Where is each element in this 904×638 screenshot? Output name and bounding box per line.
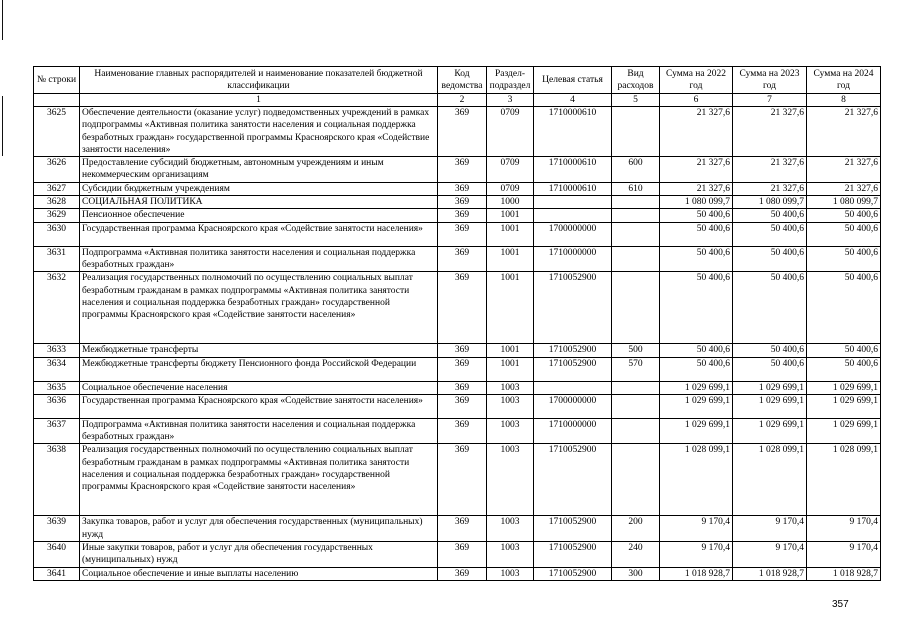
row-name: Реализация государственных полномочий по осуществлению социальных выплат безработным гражданам в рамках подпрограммы «Активная политика занятости населения и социальная поддержка безработных граждан» государственной программы Красноярского края «Содействие занятости населения» bbox=[80, 272, 438, 344]
column-number: 8 bbox=[807, 94, 881, 107]
row-name: Социальное обеспечение населения bbox=[80, 381, 438, 394]
department-code: 369 bbox=[438, 444, 487, 516]
table-row bbox=[34, 196, 881, 209]
sum-2023: 9 170,4 bbox=[733, 542, 807, 568]
row-number: 3632 bbox=[34, 272, 80, 344]
header-sum-2023: Сумма на 2023 год bbox=[733, 67, 807, 94]
department-code: 369 bbox=[438, 196, 487, 209]
row-name: Предоставление субсидий бюджетным, автономным учреждениям и иным некоммерческим организациям bbox=[80, 157, 438, 183]
row-name: Пенсионное обеспечение bbox=[80, 209, 438, 222]
sum-2024: 1 029 699,1 bbox=[807, 381, 881, 394]
section-code: 1003 bbox=[487, 394, 534, 418]
table-row bbox=[34, 357, 881, 381]
column-number: 2 bbox=[438, 94, 487, 107]
sum-2024: 50 400,6 bbox=[807, 246, 881, 272]
sum-2022: 21 327,6 bbox=[660, 182, 733, 195]
sum-2023: 21 327,6 bbox=[733, 107, 807, 157]
scan-edge-line bbox=[2, 96, 3, 156]
sum-2022: 9 170,4 bbox=[660, 516, 733, 542]
expense-type: 500 bbox=[612, 344, 660, 357]
budget-table bbox=[33, 66, 881, 581]
target-article: 1710052900 bbox=[534, 272, 612, 344]
sum-2023: 50 400,6 bbox=[733, 209, 807, 222]
expense-type bbox=[612, 246, 660, 272]
expense-type bbox=[612, 222, 660, 246]
column-number: 3 bbox=[487, 94, 534, 107]
sum-2022: 50 400,6 bbox=[660, 344, 733, 357]
expense-type bbox=[612, 209, 660, 222]
expense-type: 610 bbox=[612, 182, 660, 195]
column-number bbox=[34, 94, 80, 107]
target-article: 1710052900 bbox=[534, 567, 612, 580]
row-name: Подпрограмма «Активная политика занятости населения и социальная поддержка безработных граждан» bbox=[80, 246, 438, 272]
target-article: 1710052900 bbox=[534, 516, 612, 542]
row-name: Закупка товаров, работ и услуг для обеспечения государственных (муниципальных) нужд bbox=[80, 516, 438, 542]
table-body bbox=[34, 107, 881, 581]
row-name: Межбюджетные трансферты бюджету Пенсионного фонда Российской Федерации bbox=[80, 357, 438, 381]
section-code: 1003 bbox=[487, 444, 534, 516]
row-number: 3630 bbox=[34, 222, 80, 246]
target-article: 1700000000 bbox=[534, 222, 612, 246]
section-code: 1003 bbox=[487, 542, 534, 568]
sum-2024: 9 170,4 bbox=[807, 516, 881, 542]
sum-2022: 1 029 699,1 bbox=[660, 381, 733, 394]
expense-type: 300 bbox=[612, 567, 660, 580]
sum-2022: 50 400,6 bbox=[660, 222, 733, 246]
header-expense-type: Вид расходов bbox=[612, 67, 660, 94]
row-number: 3640 bbox=[34, 542, 80, 568]
department-code: 369 bbox=[438, 357, 487, 381]
sum-2022: 21 327,6 bbox=[660, 107, 733, 157]
sum-2022: 1 029 699,1 bbox=[660, 394, 733, 418]
department-code: 369 bbox=[438, 418, 487, 444]
table-row bbox=[34, 444, 881, 516]
department-code: 369 bbox=[438, 567, 487, 580]
department-code: 369 bbox=[438, 381, 487, 394]
sum-2022: 50 400,6 bbox=[660, 357, 733, 381]
department-code: 369 bbox=[438, 246, 487, 272]
scan-edge-line bbox=[2, 0, 3, 40]
row-number: 3639 bbox=[34, 516, 80, 542]
table-row bbox=[34, 222, 881, 246]
row-name: Субсидии бюджетным учреждениям bbox=[80, 182, 438, 195]
row-number: 3627 bbox=[34, 182, 80, 195]
expense-type bbox=[612, 381, 660, 394]
expense-type bbox=[612, 444, 660, 516]
target-article: 1710000610 bbox=[534, 182, 612, 195]
section-code: 1001 bbox=[487, 209, 534, 222]
row-number: 3631 bbox=[34, 246, 80, 272]
table-row bbox=[34, 418, 881, 444]
row-name: Реализация государственных полномочий по осуществлению социальных выплат безработным гражданам в рамках подпрограммы «Активная политика занятости населения и социальная поддержка безработных граждан» государственной программы Красноярского края «Содействие занятости населения» bbox=[80, 444, 438, 516]
expense-type bbox=[612, 272, 660, 344]
table-row bbox=[34, 272, 881, 344]
sum-2023: 1 028 099,1 bbox=[733, 444, 807, 516]
department-code: 369 bbox=[438, 182, 487, 195]
row-number: 3636 bbox=[34, 394, 80, 418]
expense-type bbox=[612, 394, 660, 418]
target-article: 1710052900 bbox=[534, 357, 612, 381]
sum-2024: 50 400,6 bbox=[807, 344, 881, 357]
section-code: 1001 bbox=[487, 344, 534, 357]
header-department-code: Код ведомства bbox=[438, 67, 487, 94]
section-code: 1003 bbox=[487, 567, 534, 580]
section-code: 1003 bbox=[487, 418, 534, 444]
section-code: 1000 bbox=[487, 196, 534, 209]
row-name: СОЦИАЛЬНАЯ ПОЛИТИКА bbox=[80, 196, 438, 209]
table-row bbox=[34, 394, 881, 418]
sum-2024: 1 028 099,1 bbox=[807, 444, 881, 516]
sum-2022: 50 400,6 bbox=[660, 246, 733, 272]
row-number: 3634 bbox=[34, 357, 80, 381]
expense-type bbox=[612, 107, 660, 157]
row-number: 3633 bbox=[34, 344, 80, 357]
target-article: 1710000000 bbox=[534, 246, 612, 272]
row-name: Межбюджетные трансферты bbox=[80, 344, 438, 357]
expense-type: 200 bbox=[612, 516, 660, 542]
column-number-row bbox=[34, 94, 881, 107]
header-row bbox=[34, 67, 881, 94]
row-number: 3628 bbox=[34, 196, 80, 209]
sum-2023: 50 400,6 bbox=[733, 272, 807, 344]
sum-2022: 1 029 699,1 bbox=[660, 418, 733, 444]
row-number: 3637 bbox=[34, 418, 80, 444]
sum-2022: 50 400,6 bbox=[660, 209, 733, 222]
column-number: 5 bbox=[612, 94, 660, 107]
department-code: 369 bbox=[438, 344, 487, 357]
column-number: 4 bbox=[534, 94, 612, 107]
target-article: 1710000610 bbox=[534, 157, 612, 183]
sum-2023: 21 327,6 bbox=[733, 182, 807, 195]
row-name: Иные закупки товаров, работ и услуг для обеспечения государственных (муниципальных) нужд bbox=[80, 542, 438, 568]
table-row bbox=[34, 182, 881, 195]
table-row bbox=[34, 157, 881, 183]
page-number: 357 bbox=[832, 599, 849, 610]
expense-type bbox=[612, 418, 660, 444]
expense-type bbox=[612, 196, 660, 209]
target-article bbox=[534, 196, 612, 209]
table-row bbox=[34, 209, 881, 222]
target-article: 1710000000 bbox=[534, 418, 612, 444]
sum-2024: 50 400,6 bbox=[807, 357, 881, 381]
row-number: 3626 bbox=[34, 157, 80, 183]
expense-type: 600 bbox=[612, 157, 660, 183]
target-article: 1710052900 bbox=[534, 344, 612, 357]
target-article: 1710000610 bbox=[534, 107, 612, 157]
table-row bbox=[34, 344, 881, 357]
header-sum-2022: Сумма на 2022 год bbox=[660, 67, 733, 94]
target-article: 1710052900 bbox=[534, 542, 612, 568]
sum-2024: 1 080 099,7 bbox=[807, 196, 881, 209]
department-code: 369 bbox=[438, 107, 487, 157]
sum-2023: 21 327,6 bbox=[733, 157, 807, 183]
section-code: 0709 bbox=[487, 107, 534, 157]
sum-2024: 21 327,6 bbox=[807, 182, 881, 195]
department-code: 369 bbox=[438, 209, 487, 222]
sum-2024: 1 029 699,1 bbox=[807, 418, 881, 444]
sum-2023: 50 400,6 bbox=[733, 246, 807, 272]
target-article: 1710052900 bbox=[534, 444, 612, 516]
sum-2024: 50 400,6 bbox=[807, 272, 881, 344]
header-name: Наименование главных распорядителей и наименование показателей бюджетной классификации bbox=[80, 67, 438, 94]
section-code: 0709 bbox=[487, 157, 534, 183]
table-row bbox=[34, 567, 881, 580]
sum-2022: 9 170,4 bbox=[660, 542, 733, 568]
sum-2024: 9 170,4 bbox=[807, 542, 881, 568]
section-code: 1001 bbox=[487, 272, 534, 344]
sum-2023: 1 029 699,1 bbox=[733, 418, 807, 444]
column-number: 7 bbox=[733, 94, 807, 107]
column-number: 6 bbox=[660, 94, 733, 107]
department-code: 369 bbox=[438, 272, 487, 344]
sum-2022: 21 327,6 bbox=[660, 157, 733, 183]
section-code: 1001 bbox=[487, 246, 534, 272]
header-row-number: № строки bbox=[34, 67, 80, 94]
sum-2024: 50 400,6 bbox=[807, 222, 881, 246]
sum-2023: 1 080 099,7 bbox=[733, 196, 807, 209]
row-name: Государственная программа Красноярского края «Содействие занятости населения» bbox=[80, 222, 438, 246]
row-number: 3641 bbox=[34, 567, 80, 580]
sum-2023: 50 400,6 bbox=[733, 344, 807, 357]
sum-2022: 50 400,6 bbox=[660, 272, 733, 344]
sum-2022: 1 028 099,1 bbox=[660, 444, 733, 516]
expense-type: 240 bbox=[612, 542, 660, 568]
sum-2023: 1 018 928,7 bbox=[733, 567, 807, 580]
sum-2024: 21 327,6 bbox=[807, 107, 881, 157]
sum-2024: 1 018 928,7 bbox=[807, 567, 881, 580]
row-name: Обеспечение деятельности (оказание услуг) подведомственных учреждений в рамках подпрограммы «Активная политика занятости населения и социальная поддержка безработных граждан» государственной программы Красноярского края «Содействие занятости населения» bbox=[80, 107, 438, 157]
sum-2023: 1 029 699,1 bbox=[733, 394, 807, 418]
department-code: 369 bbox=[438, 157, 487, 183]
header-sum-2024: Сумма на 2024 год bbox=[807, 67, 881, 94]
row-number: 3635 bbox=[34, 381, 80, 394]
expense-type: 570 bbox=[612, 357, 660, 381]
sum-2023: 50 400,6 bbox=[733, 357, 807, 381]
header-target-article: Целевая статья bbox=[534, 67, 612, 94]
header-section: Раздел-подраздел bbox=[487, 67, 534, 94]
table-row bbox=[34, 246, 881, 272]
target-article: 1700000000 bbox=[534, 394, 612, 418]
sum-2023: 50 400,6 bbox=[733, 222, 807, 246]
sum-2024: 21 327,6 bbox=[807, 157, 881, 183]
section-code: 1001 bbox=[487, 357, 534, 381]
table-row bbox=[34, 542, 881, 568]
sum-2024: 1 029 699,1 bbox=[807, 394, 881, 418]
row-number: 3629 bbox=[34, 209, 80, 222]
department-code: 369 bbox=[438, 394, 487, 418]
section-code: 1001 bbox=[487, 222, 534, 246]
target-article bbox=[534, 381, 612, 394]
section-code: 1003 bbox=[487, 516, 534, 542]
section-code: 0709 bbox=[487, 182, 534, 195]
row-number: 3638 bbox=[34, 444, 80, 516]
department-code: 369 bbox=[438, 542, 487, 568]
table-row bbox=[34, 381, 881, 394]
row-name: Социальное обеспечение и иные выплаты населению bbox=[80, 567, 438, 580]
table-row bbox=[34, 516, 881, 542]
target-article bbox=[534, 209, 612, 222]
row-name: Государственная программа Красноярского края «Содействие занятости населения» bbox=[80, 394, 438, 418]
column-number: 1 bbox=[80, 94, 438, 107]
table-row bbox=[34, 107, 881, 157]
row-name: Подпрограмма «Активная политика занятости населения и социальная поддержка безработных граждан» bbox=[80, 418, 438, 444]
row-number: 3625 bbox=[34, 107, 80, 157]
sum-2022: 1 080 099,7 bbox=[660, 196, 733, 209]
sum-2022: 1 018 928,7 bbox=[660, 567, 733, 580]
department-code: 369 bbox=[438, 222, 487, 246]
section-code: 1003 bbox=[487, 381, 534, 394]
sum-2023: 9 170,4 bbox=[733, 516, 807, 542]
department-code: 369 bbox=[438, 516, 487, 542]
sum-2023: 1 029 699,1 bbox=[733, 381, 807, 394]
sum-2024: 50 400,6 bbox=[807, 209, 881, 222]
